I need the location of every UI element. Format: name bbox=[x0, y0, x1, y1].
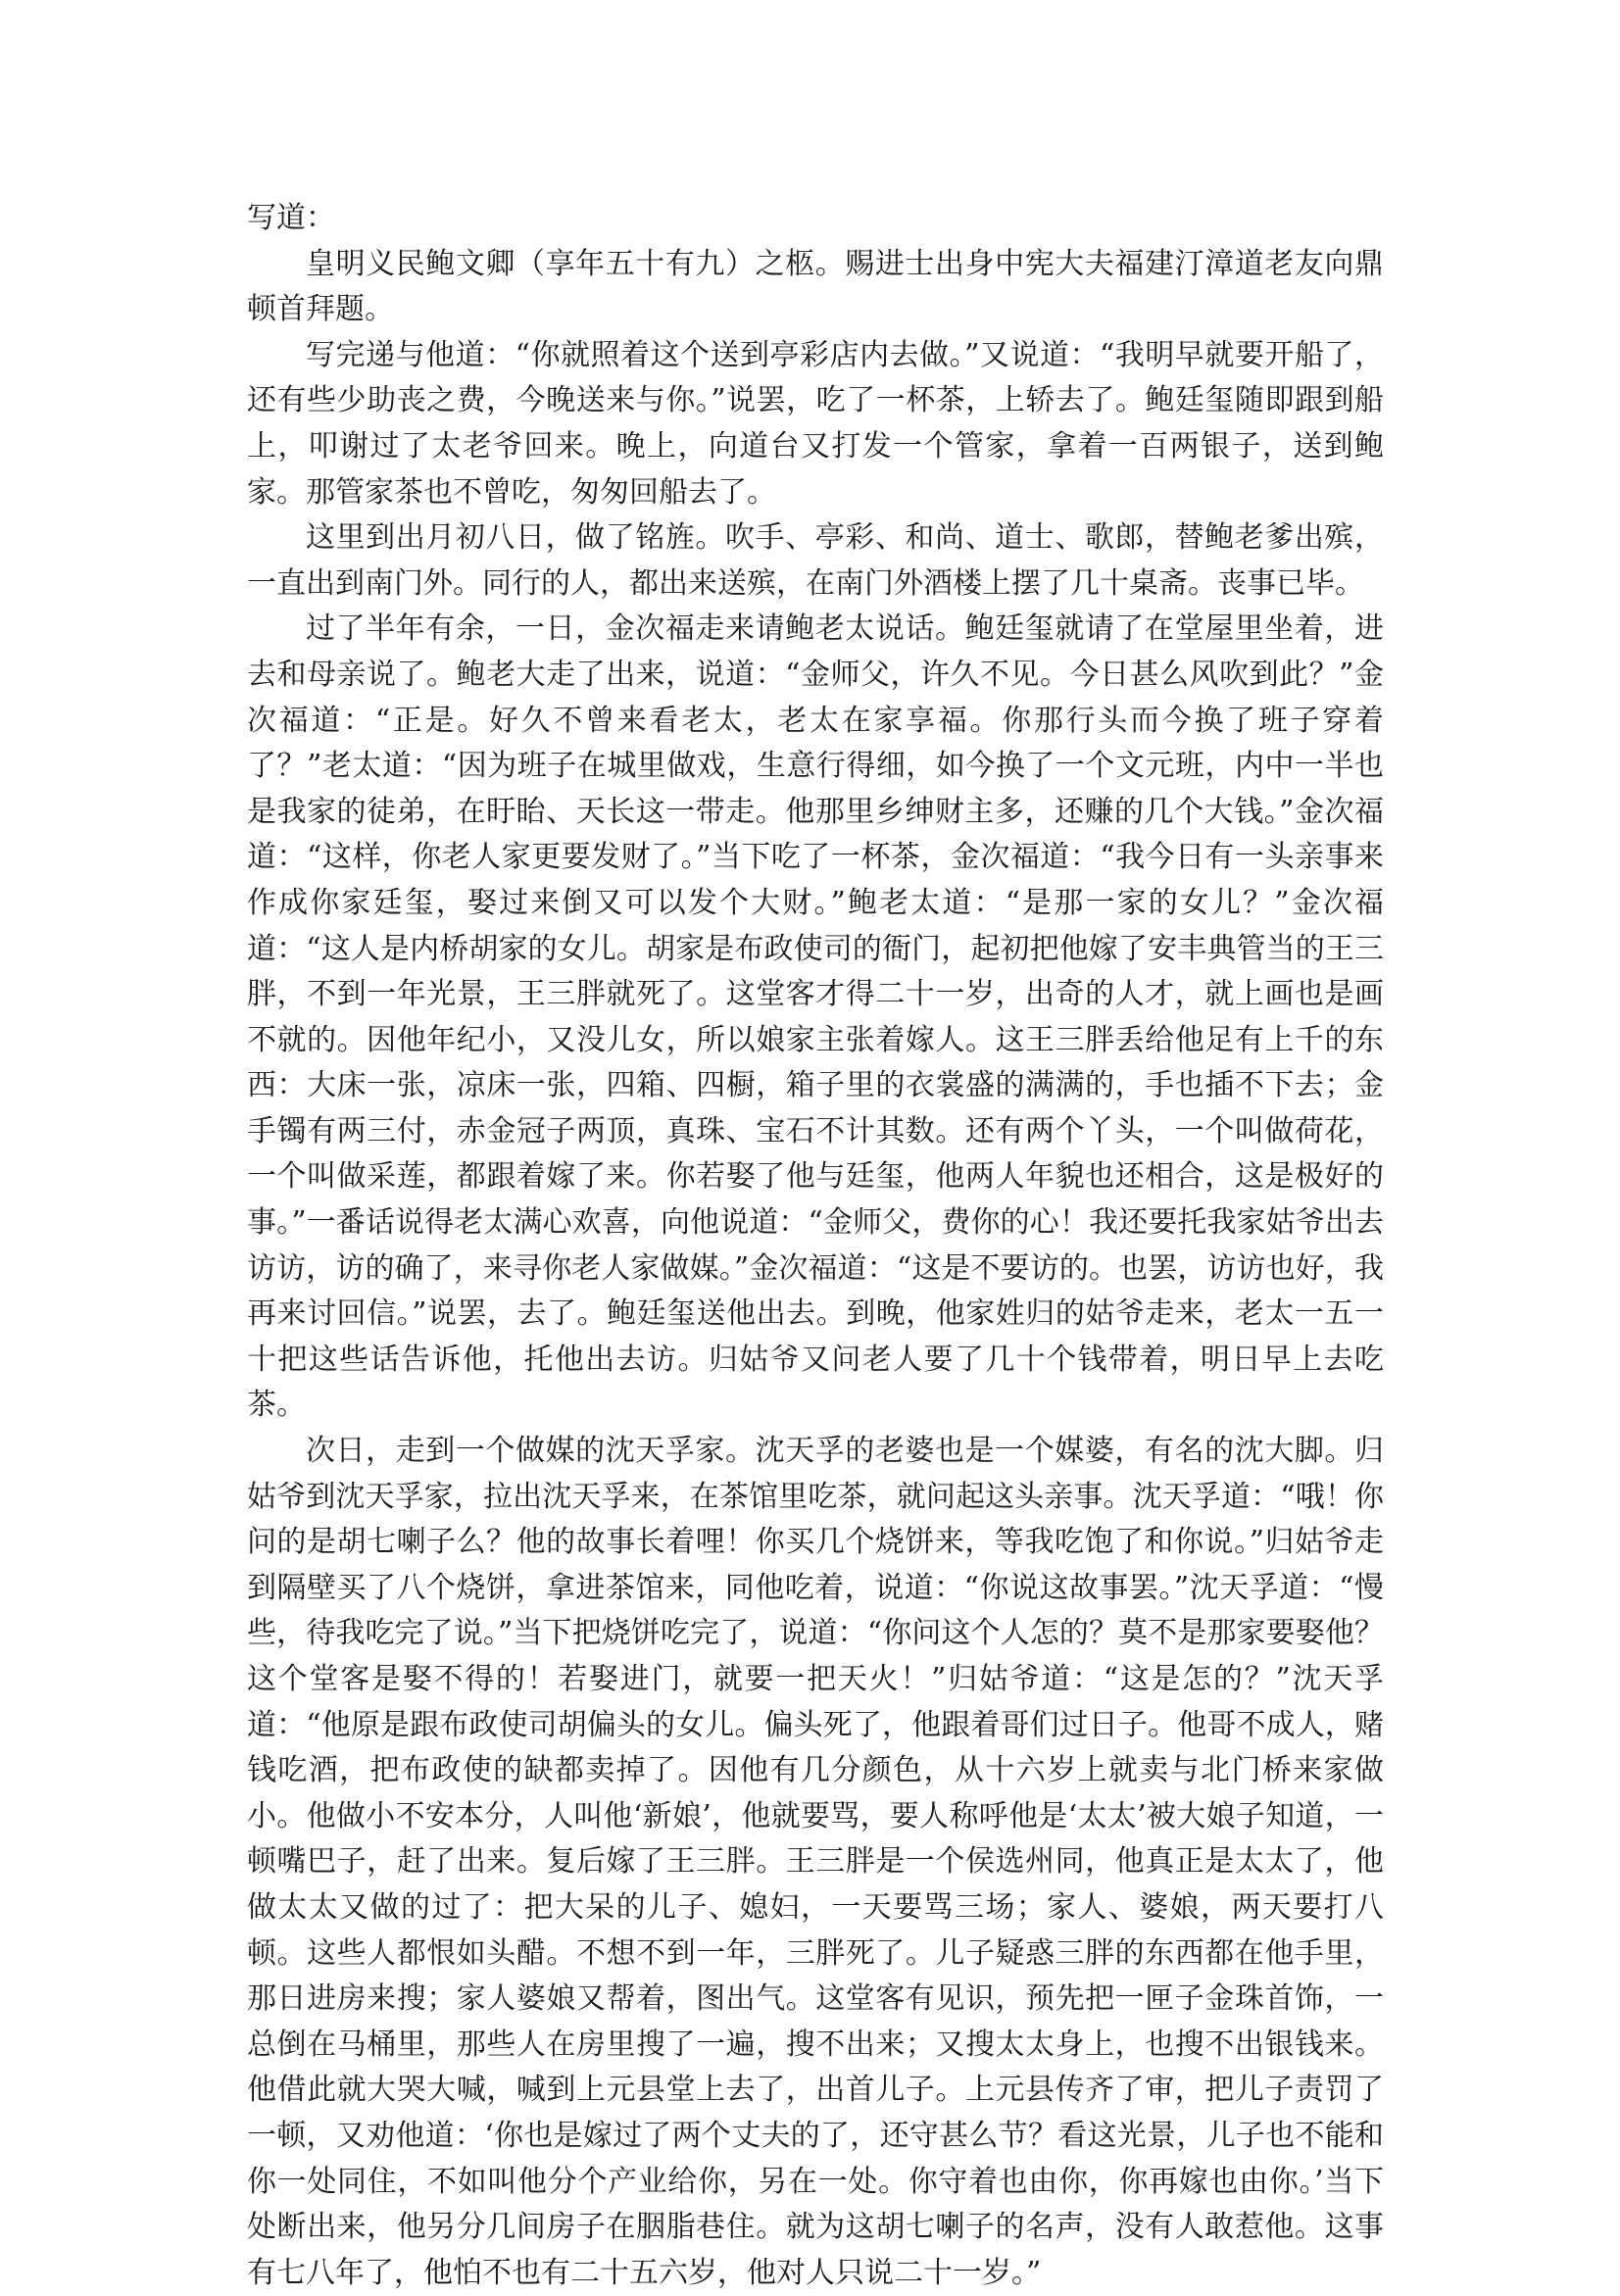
paragraph: 写完递与他道：“你就照着这个送到亭彩店内去做。”又说道：“我明早就要开船了，还有些少助丧之费，今晚送来与你。”说罢，吃了一杯茶，上轿去了。鲍廷玺随即跟到船上，叩谢过了太老爷回来。晚上，向道台又打发一个管家，拿着一百两银子，送到鲍家。那管家茶也不曾吃，匆匆回船去了。 bbox=[247, 337, 1384, 510]
paragraph-heading: 写道： bbox=[247, 201, 335, 235]
paragraph: 这里到出月初八日，做了铭旌。吹手、亭彩、和尚、道士、歌郎，替鲍老爹出殡，一直出到南门外。同行的人，都出来送殡，在南门外酒楼上摆了几十桌斋。丧事已毕。 bbox=[247, 520, 1384, 601]
document-page bbox=[247, 196, 1384, 2296]
paragraph: 次日，走到一个做媒的沈天孚家。沈天孚的老婆也是一个媒婆，有名的沈大脚。归姑爷到沈天孚家，拉出沈天孚来，在茶馆里吃茶，就问起这头亲事。沈天孚道：“哦！你问的是胡七喇子么？他的故事长着哩！你买几个烧饼来，等我吃饱了和你说。”归姑爷走到隔壁买了八个烧饼，拿进茶馆来，同他吃着，说道：“你说这故事罢。”沈天孚道：“慢些，待我吃完了说。”当下把烧饼吃完了，说道：“你问这个人怎的？莫不是那家要娶他？这个堂客是娶不得的！若娶进门，就要一把天火！”归姑爷道：“这是怎的？”沈天孚道：“他原是跟布政使司胡偏头的女儿。偏头死了，他跟着哥们过日子。他哥不成人，赌钱吃酒，把布政使的缺都卖掉了。因他有几分颜色，从十六岁上就卖与北门桥来家做小。他做小不安本分，人叫他‘新娘’，他就要骂，要人称呼他是‘太太’被大娘子知道，一顿嘴巴子，赶了出来。复后嫁了王三胖。王三胖是一个侯选州同，他真正是太太了，他做太太又做的过了：把大呆的儿子、媳妇，一天要骂三场；家人、婆娘，两天要打八顿。这些人都恨如头醋。不想不到一年，三胖死了。儿子疑惑三胖的东西都在他手里，那日进房来搜；家人婆娘又帮着，图出气。这堂客有见识，预先把一匣子金珠首饰，一总倒在马桶里，那些人在房里搜了一遍，搜不出来；又搜太太身上，也搜不出银钱来。他借此就大哭大喊，喊到上元县堂上去了，出首儿子。上元县传齐了审，把儿子责罚了一顿，又劝他道：‘你也是嫁过了两个丈夫的了，还守甚么节？看这光景，儿子也不能和你一处同住，不如叫他分个产业给你，另在一处。你守着也由你，你再嫁也由你。’当下处断出来，他另分几间房子在胭脂巷住。就为这胡七喇子的名声，没有人敢惹他。这事有七八年了，他怕不也有二十五六岁，他对人只说二十一岁。” bbox=[247, 1434, 1384, 2290]
paragraph: 过了半年有余，一日，金次福走来请鲍老太说话。鲍廷玺就请了在堂屋里坐着，进去和母亲说了。鲍老大走了出来，说道：“金师父，许久不见。今日甚么风吹到此？”金次福道：“正是。好久不曾来看老太，老太在家享福。你那行头而今换了班子穿着了？”老太道：“因为班子在城里做戏，生意行得细，如今换了一个文元班，内中一半也是我家的徒弟，在盱眙、天长这一带走。他那里乡绅财主多，还赚的几个大钱。”金次福道：“这样，你老人家更要发财了。”当下吃了一杯茶，金次福道：“我今日有一头亲事来作成你家廷玺，娶过来倒又可以发个大财。”鲍老太道：“是那一家的女儿？”金次福道：“这人是内桥胡家的女儿。胡家是布政使司的衙门，起初把他嫁了安丰典管当的王三胖，不到一年光景，王三胖就死了。这堂客才得二十一岁，出奇的人才，就上画也是画不就的。因他年纪小，又没儿女，所以娘家主张着嫁人。这王三胖丢给他足有上千的东西：大床一张，凉床一张，四箱、四橱，箱子里的衣裳盛的满满的，手也插不下去；金手镯有两三付，赤金冠子两顶，真珠、宝石不计其数。还有两个丫头，一个叫做荷花，一个叫做采莲，都跟着嫁了来。你若娶了他与廷玺，他两人年貌也还相合，这是极好的事。”一番话说得老太满心欢喜，向他说道：“金师父，费你的心！我还要托我家姑爷出去访访，访的确了，来寻你老人家做媒。”金次福道：“这是不要访的。也罢，访访也好，我再来讨回信。”说罢，去了。鲍廷玺送他出去。到晚，他家姓归的姑爷走来，老太一五一十把这些话告诉他，托他出去访。归姑爷又问老人要了几十个钱带着，明日早上去吃茶。 bbox=[247, 611, 1384, 1423]
paragraph-inscription: 皇明义民鲍文卿（享年五十有九）之柩。赐进士出身中宪大夫福建汀漳道老友向鼎顿首拜题。 bbox=[247, 246, 1384, 327]
